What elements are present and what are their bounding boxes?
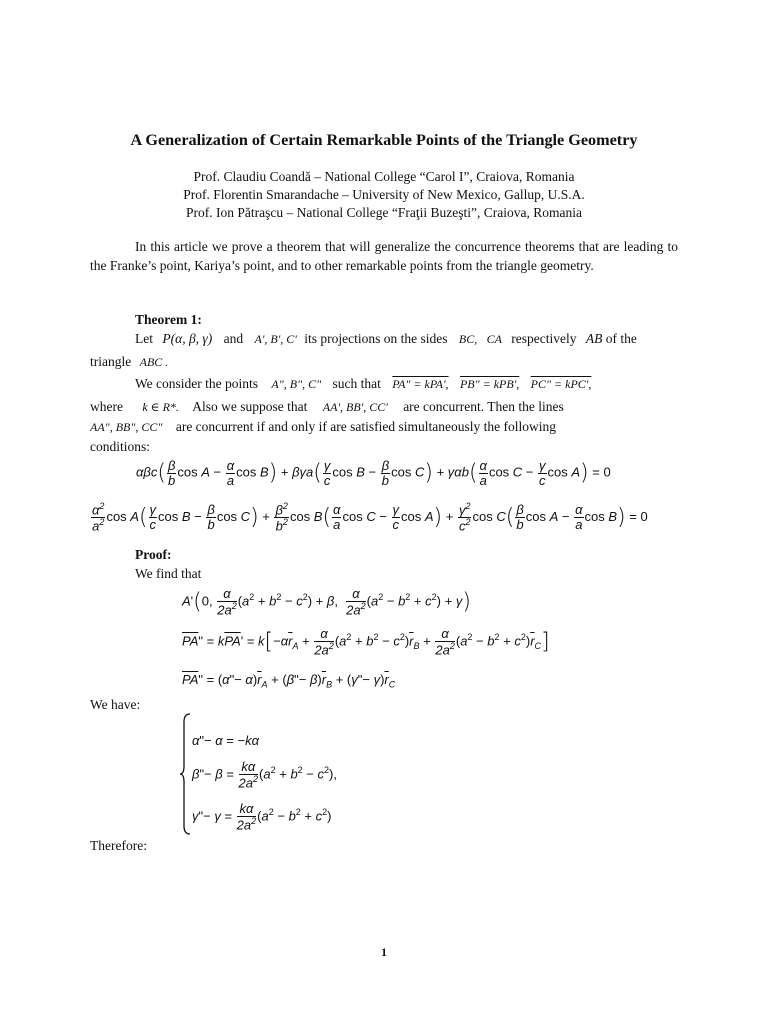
equation-pb: PB" = kPB', xyxy=(459,377,520,391)
lines-aa-prime: AA', BB', CC' xyxy=(322,400,388,414)
system-equation-beta: β"− β = $\frac{k\alpha}{2a^2}$ $(a^2 + b^2 - c^2)$, xyxy=(192,759,337,790)
point-p: P(α, β, γ) xyxy=(162,331,213,346)
theorem-heading: Theorem 1: xyxy=(135,312,202,327)
consider-text: We consider the points xyxy=(135,376,259,391)
triangle-text: triangle xyxy=(90,354,132,369)
we-find-text: We find that xyxy=(135,566,202,581)
vector-pa-formula: $\overline{PA}$" = $k\overline{PA}' = k[-\alpha\overline{r}_A$ + $\frac{\alpha}{2a^2}$ $(a^2 + b^2 - c^2)\overline{r}_B$ + $\frac{\alpha}{2a^2}$ $(a^2 - b^2 + c^2)\overline{r}_C$] xyxy=(182,626,550,657)
points-abc-double-prime: A", B", C" xyxy=(271,377,322,391)
respectively-text: respectively xyxy=(511,331,577,346)
system-equation-alpha: α"− α = −kα xyxy=(192,733,260,748)
such-that-text: such that xyxy=(332,376,381,391)
author-line-3: Prof. Ion Pătraşcu – National College “Fraţii Buzeşti”, Craiova, Romania xyxy=(186,205,582,220)
concurrent-condition-text: are concurrent if and only if are satisfied simultaneously the following xyxy=(175,419,556,434)
theorem-statement-line-2 xyxy=(90,354,168,370)
equation-pc: PC" = kPC', xyxy=(530,377,592,391)
system-brace xyxy=(178,712,192,836)
concurrent-line xyxy=(90,419,556,435)
k-in-r: k ∈ R*. xyxy=(142,400,179,414)
concurrent-then-text: are concurrent. Then the lines xyxy=(403,399,564,414)
consider-line xyxy=(135,376,591,392)
projections-text: its projections on the sides xyxy=(304,331,448,346)
conditions-label: conditions: xyxy=(90,439,150,454)
let-text: Let xyxy=(135,331,153,346)
triangle-abc: ABC . xyxy=(139,355,169,369)
lines-aa-double-prime: AA", BB", CC" xyxy=(90,420,163,434)
we-have-text: We have: xyxy=(90,697,141,712)
projection-a-prime-formula: A'(0, $\frac{\alpha}{2a^2}$ $(a^2 + b^2 - c^2) + \beta$, $\frac{\alpha}{2a^2}$ $(a^2 - b^2 + c^2) + \gamma$) xyxy=(182,586,471,617)
author-line-1: Prof. Claudiu Coandă – National College “Carol I”, Craiova, Romania xyxy=(193,169,575,184)
side-ab: AB xyxy=(585,331,603,346)
intro-paragraph: In this article we prove a theorem that will generalize the concurrence theorems that are leading to the Franke’s point, Kariya’s point, and to other remarkable points from the triangle geometry. xyxy=(90,239,678,273)
vector-pa-components: $\overline{PA}$" = (α"− $\alpha)\overline{r}_A$ + (β"− $\beta)\overline{r}_B$ + (γ"− $\gamma)\overline{r}_C$ xyxy=(182,672,396,690)
paper-title: A Generalization of Certain Remarkable Points of the Triangle Geometry xyxy=(130,131,638,149)
system-equation-gamma: γ"− γ = $\frac{k\alpha}{2a^2}$ $(a^2 - b^2 + c^2)$ xyxy=(192,801,332,832)
projections-label: A', B', C' xyxy=(254,332,297,346)
condition-equation-1: αβc( $\frac{\beta}{b}$ cos A − $\frac{\alpha}{a}$ cos B) + βγa( $\frac{\gamma}{c}$ cos B − $\frac{\beta}{b}$ cos C) + γαb( $\frac{\alpha}{a}$ cos C − $\frac{\gamma}{c}$ cos A) = 0 xyxy=(136,458,611,488)
equation-pa: PA" = kPA', xyxy=(392,377,449,391)
and-text: and xyxy=(223,331,244,346)
also-suppose-text: Also we suppose that xyxy=(192,399,308,414)
proof-heading: Proof: xyxy=(135,547,172,562)
theorem-statement-line-1 xyxy=(135,331,637,347)
condition-equation-2: $\frac{\alpha^2}{a^2}$ cos A( $\frac{\gamma}{c}$ cos B − $\frac{\beta}{b}$ cos C) + $\frac{\beta^2}{b^2}$ cos B( $\frac{\alpha}{a}$ cos C − $\frac{\gamma}{c}$ cos A) + $\frac{\gamma^2}{c^2}$ cos C( $\frac{\beta}{b}$ cos A − $\frac{\alpha}{a}$ cos B) = 0 xyxy=(92,501,648,534)
author-line-2: Prof. Florentin Smarandache – University of New Mexico, Gallup, U.S.A. xyxy=(183,187,585,202)
where-text: where xyxy=(90,399,123,414)
side-ca: CA xyxy=(486,332,502,346)
of-the-text: of the xyxy=(605,331,637,346)
side-bc: BC, xyxy=(458,332,478,346)
page-number: 1 xyxy=(381,945,387,959)
where-line xyxy=(90,399,678,415)
therefore-text: Therefore: xyxy=(90,838,147,853)
